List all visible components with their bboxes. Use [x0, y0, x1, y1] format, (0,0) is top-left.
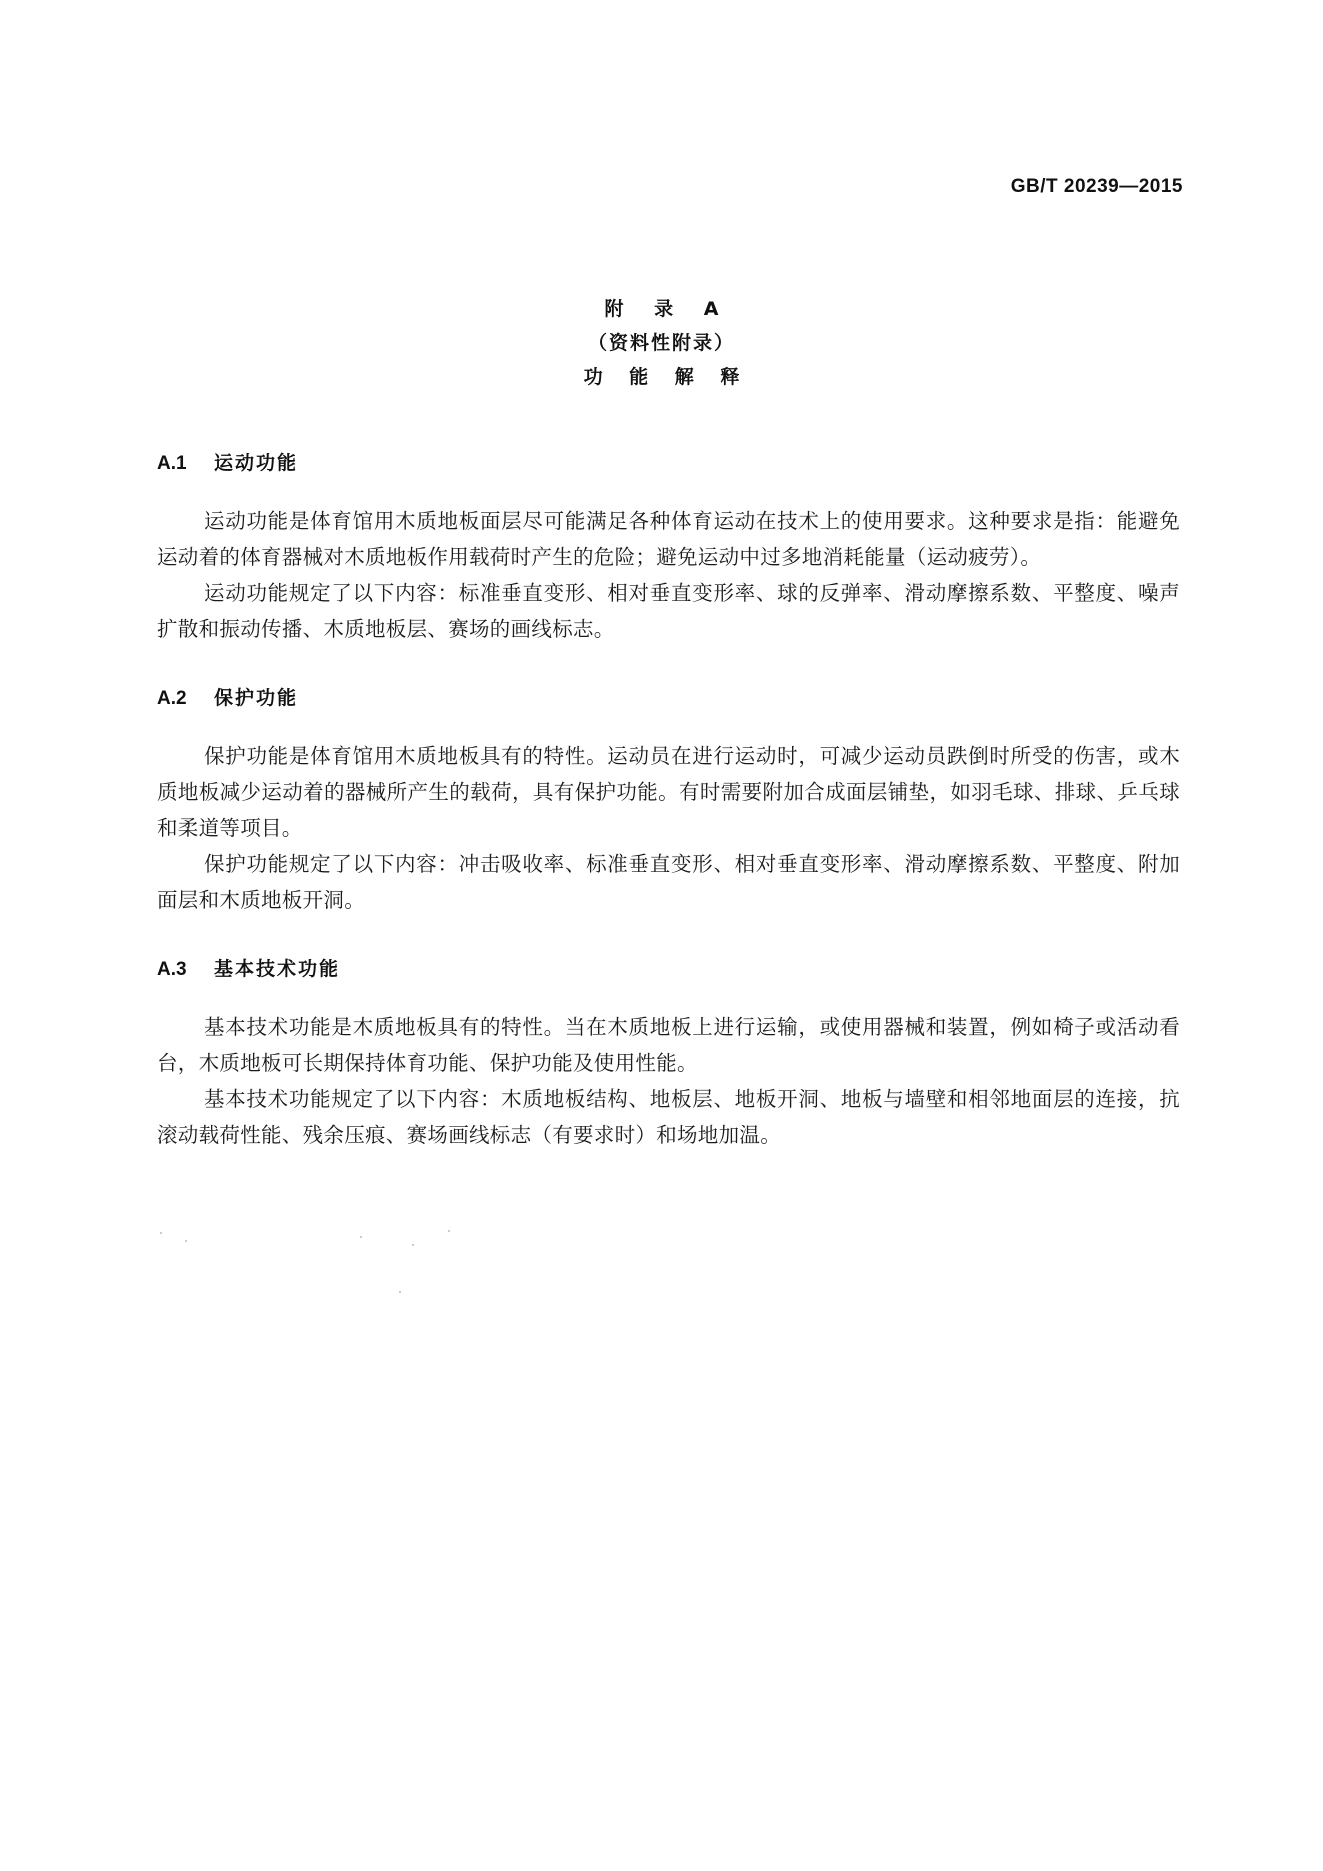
appendix-title: 附 录 A: [604, 298, 731, 320]
section-heading: [157, 954, 1180, 985]
scan-speck: [185, 1240, 187, 1242]
scan-speck: [399, 1291, 401, 1293]
paragraph: 基本技术功能规定了以下内容：木质地板结构、地板层、地板开洞、地板与墙壁和相邻地面层的连接，抗滚动载荷性能、残余压痕、赛场画线标志（有要求时）和场地加温。: [157, 1087, 1180, 1147]
appendix-header: [0, 292, 1323, 394]
section-number: A.2: [157, 688, 187, 709]
appendix-name: 功 能 解 释: [583, 366, 750, 388]
section-a2: [157, 683, 1180, 918]
paragraph: 保护功能是体育馆用木质地板具有的特性。运动员在进行运动时，可减少运动员跌倒时所受的伤害，或木质地板减少运动着的器械所产生的载荷，具有保护功能。有时需要附加合成面层铺垫，如羽毛球、排球、乒乓球和柔道等项目。: [157, 744, 1180, 840]
document-body: [157, 448, 1180, 1153]
standard-code: GB/T 20239—2015: [1010, 176, 1183, 197]
paragraph: 运动功能规定了以下内容：标准垂直变形、相对垂直变形率、球的反弹率、滑动摩擦系数、平整度、噪声扩散和振动传播、木质地板层、赛场的画线标志。: [157, 581, 1180, 641]
appendix-type: （资料性附录）: [587, 332, 735, 354]
section-a1: [157, 448, 1180, 647]
scan-speck: [448, 1230, 450, 1232]
section-title: 运动功能: [214, 452, 299, 474]
scan-speck: [412, 1244, 414, 1246]
section-number: A.3: [157, 959, 187, 980]
paragraph: 保护功能规定了以下内容：冲击吸收率、标准垂直变形、相对垂直变形率、滑动摩擦系数、平整度、附加面层和木质地板开洞。: [157, 852, 1180, 912]
paragraph: 基本技术功能是木质地板具有的特性。当在木质地板上进行运输，或使用器械和装置，例如椅子或活动看台，木质地板可长期保持体育功能、保护功能及使用性能。: [157, 1015, 1180, 1075]
section-title: 保护功能: [214, 687, 299, 709]
section-gap: [157, 647, 1180, 683]
section-title: 基本技术功能: [214, 958, 341, 980]
section-number: A.1: [157, 453, 187, 474]
section-gap: [157, 918, 1180, 954]
section-heading: [157, 683, 1180, 714]
scan-speck: [160, 1232, 162, 1234]
paragraph: 运动功能是体育馆用木质地板面层尽可能满足各种体育运动在技术上的使用要求。这种要求是指：能避免运动着的体育器械对木质地板作用载荷时产生的危险；避免运动中过多地消耗能量（运动疲劳）。: [157, 509, 1180, 569]
section-a3: [157, 954, 1180, 1153]
scan-speck: [360, 1236, 362, 1238]
section-heading: [157, 448, 1180, 479]
